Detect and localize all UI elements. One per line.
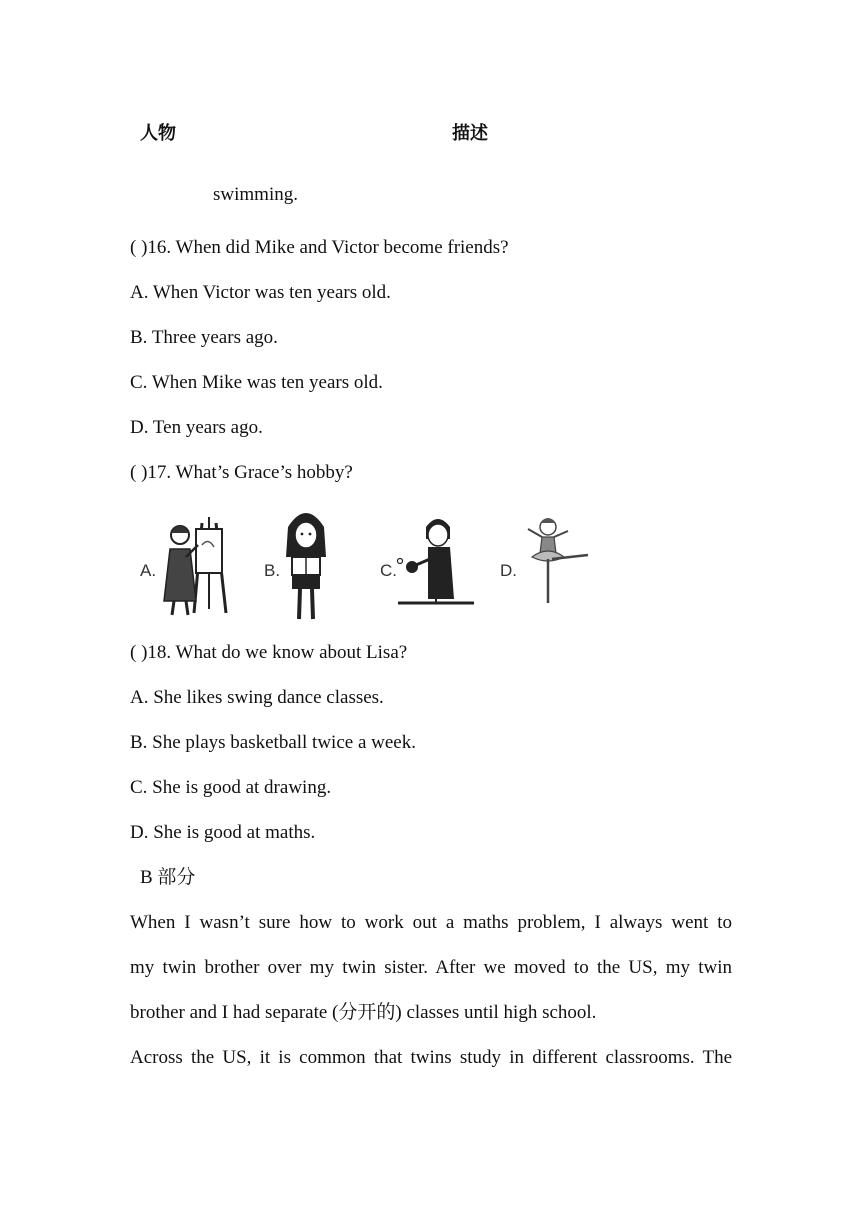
picture-option-b-letter: B. [264, 561, 281, 580]
picture-option-c-letter: C. [380, 561, 397, 580]
table-header-person: 人物 [140, 123, 176, 144]
section-b-title: B 部分 [140, 867, 196, 888]
question-18-option-a: A. She likes swing dance classes. [130, 687, 384, 708]
table-header-description: 描述 [452, 123, 488, 144]
question-18-option-d: D. She is good at maths. [130, 822, 316, 843]
question-18-option-c: C. She is good at drawing. [130, 777, 332, 798]
carry-over-text: swimming. [213, 184, 298, 205]
question-18-option-b: B. She plays basketball twice a week. [130, 732, 416, 753]
question-16-stem: ( )16. When did Mike and Victor become friends? [130, 237, 509, 258]
picture-option-c [378, 505, 478, 623]
picture-option-d-letter: D. [500, 561, 517, 580]
question-17-stem: ( )17. What’s Grace’s hobby? [130, 462, 353, 483]
section-b-paragraph-1-line-2: my twin brother over my twin sister. After we moved to the US, my twin [130, 957, 732, 978]
question-16-option-b: B. Three years ago. [130, 327, 278, 348]
question-16-option-d: D. Ten years ago. [130, 417, 263, 438]
picture-option-d [498, 505, 598, 623]
question-16-option-c: C. When Mike was ten years old. [130, 372, 383, 393]
picture-option-b [262, 505, 358, 623]
section-b-paragraph-1-line-3: brother and I had separate (分开的) classes until high school. [130, 1002, 597, 1023]
question-16-option-a: A. When Victor was ten years old. [130, 282, 391, 303]
question-18-stem: ( )18. What do we know about Lisa? [130, 642, 408, 663]
picture-option-a [136, 505, 246, 623]
picture-option-a-letter: A. [140, 561, 157, 580]
section-b-paragraph-1-line-1: When I wasn’t sure how to work out a maths problem, I always went to [130, 912, 732, 933]
section-b-paragraph-2-line-1: Across the US, it is common that twins study in different classrooms. The [130, 1047, 732, 1068]
